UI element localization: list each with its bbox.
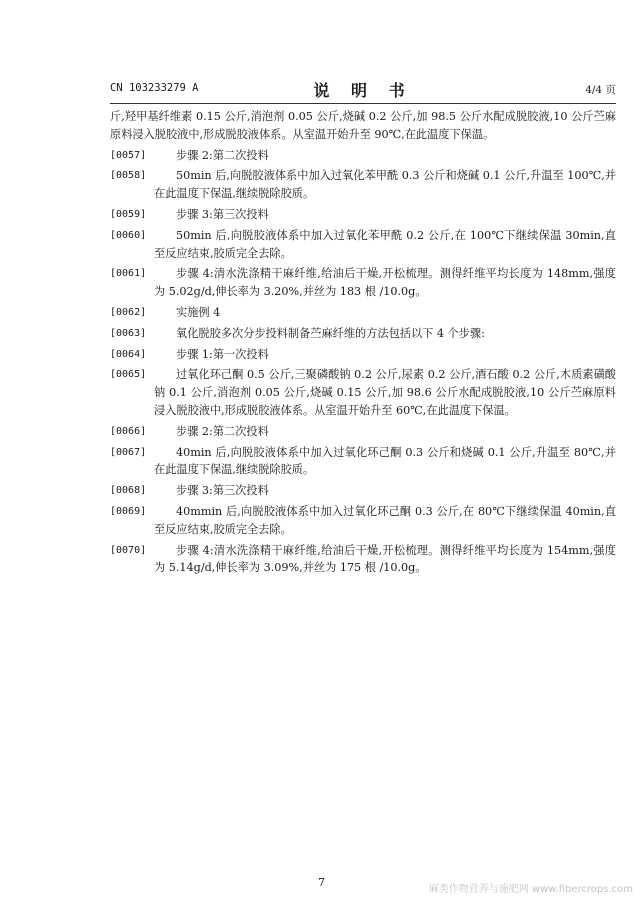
publication-number: CN 103233279 A [110, 82, 199, 94]
paragraph-number: [0059] [110, 208, 147, 220]
paragraph-text: 步骤 3:第三次投料 [176, 484, 269, 498]
header-rule [110, 103, 616, 104]
page-header [110, 78, 616, 102]
paragraph [110, 147, 616, 165]
paragraph-text: 氧化脱胶多次分步投料制备苎麻纤维的方法包括以下 4 个步骤: [176, 326, 485, 340]
paragraph-number: [0057] [110, 149, 147, 161]
paragraph-number: [0066] [110, 425, 147, 437]
paragraph-text: 50min 后,向脱胶液体系中加入过氧化苯甲酰 0.3 公斤和烧碱 0.1 公斤,升温至 100℃,并在此温度下保温,继续脱除胶质。 [154, 169, 616, 201]
paragraph-number: [0064] [110, 348, 147, 360]
paragraph [110, 346, 616, 364]
paragraph [110, 108, 616, 144]
paragraph-text: 过氧化环己酮 0.5 公斤,三聚磷酸钠 0.2 公斤,尿素 0.2 公斤,酒石酸 0.2 公斤,木质素磺酸钠 0.1 公斤,消泡剂 0.05 公斤,烧碱 0.15 公斤,加 98.6 公斤水配成脱胶液,10 公斤苎麻原料浸入脱胶液中,形成脱胶液体系。从室温开始升至 60℃,在此温度下保温。 [154, 368, 616, 417]
site-watermark: 麻类作物营养与施肥网 www.fibercrops.com [428, 884, 633, 895]
paragraph-text: 50min 后,向脱胶液体系中加入过氧化苯甲酰 0.2 公斤,在 100℃下继续保温 30min,直至反应结束,胶质完全去除。 [154, 228, 616, 260]
paragraph [110, 444, 616, 480]
paragraph-text: 步骤 2:第二次投料 [176, 148, 269, 162]
paragraph [110, 304, 616, 322]
paragraph-text: 步骤 3:第三次投料 [176, 207, 269, 221]
paragraph [110, 542, 616, 578]
paragraph [110, 482, 616, 500]
paragraph-text: 步骤 4:清水洗涤精干麻纤维,给油后干燥,开松梳理。测得纤维平均长度为 154mm,强度为 5.14g/d,伸长率为 3.09%,并丝为 175 根 /10.0g。 [154, 543, 616, 575]
paragraph [110, 167, 616, 203]
page-counter: 4/4 页 [585, 84, 616, 96]
paragraph-number: [0062] [110, 306, 147, 318]
paragraph-text: 斤,羟甲基纤维素 0.15 公斤,消泡剂 0.05 公斤,烧碱 0.2 公斤,加 98.5 公斤水配成脱胶液,10 公斤苎麻原料浸入脱胶液中,形成脱胶液体系。从室温开始升至 90℃,在此温度下保温。 [110, 110, 616, 141]
paragraph [110, 366, 616, 419]
paragraph [110, 503, 616, 539]
paragraph-text: 步骤 1:第一次投料 [176, 347, 269, 361]
document-body [110, 108, 616, 577]
paragraph-number: [0063] [110, 327, 147, 339]
page-number: 7 [318, 876, 325, 889]
page-title: 说 明 书 [313, 81, 413, 100]
paragraph [110, 227, 616, 263]
paragraph [110, 206, 616, 224]
paragraph-number: [0065] [110, 369, 147, 381]
paragraph-number: [0068] [110, 485, 147, 497]
paragraph-text: 40mmin 后,向脱胶液体系中加入过氧化环己酮 0.3 公斤,在 80℃下继续保温 40min,直至反应结束,胶质完全去除。 [154, 504, 616, 536]
paragraph-number: [0070] [110, 544, 147, 556]
paragraph-text: 步骤 2:第二次投料 [176, 424, 269, 438]
paragraph [110, 423, 616, 441]
paragraph-number: [0067] [110, 446, 147, 458]
paragraph-number: [0060] [110, 229, 147, 241]
paragraph [110, 325, 616, 343]
paragraph-text: 40min 后,向脱胶液体系中加入过氧化环己酮 0.3 公斤和烧碱 0.1 公斤,升温至 80℃,并在此温度下保温,继续脱除胶质。 [154, 445, 616, 477]
paragraph-number: [0058] [110, 170, 147, 182]
paragraph-text: 实施例 4 [176, 305, 221, 319]
paragraph [110, 265, 616, 301]
paragraph-number: [0069] [110, 505, 147, 517]
paragraph-text: 步骤 4:清水洗涤精干麻纤维,给油后干燥,开松梳理。测得纤维平均长度为 148mm,强度为 5.02g/d,伸长率为 3.20%,并丝为 183 根 /10.0g。 [154, 267, 616, 299]
paragraph-number: [0061] [110, 268, 147, 280]
